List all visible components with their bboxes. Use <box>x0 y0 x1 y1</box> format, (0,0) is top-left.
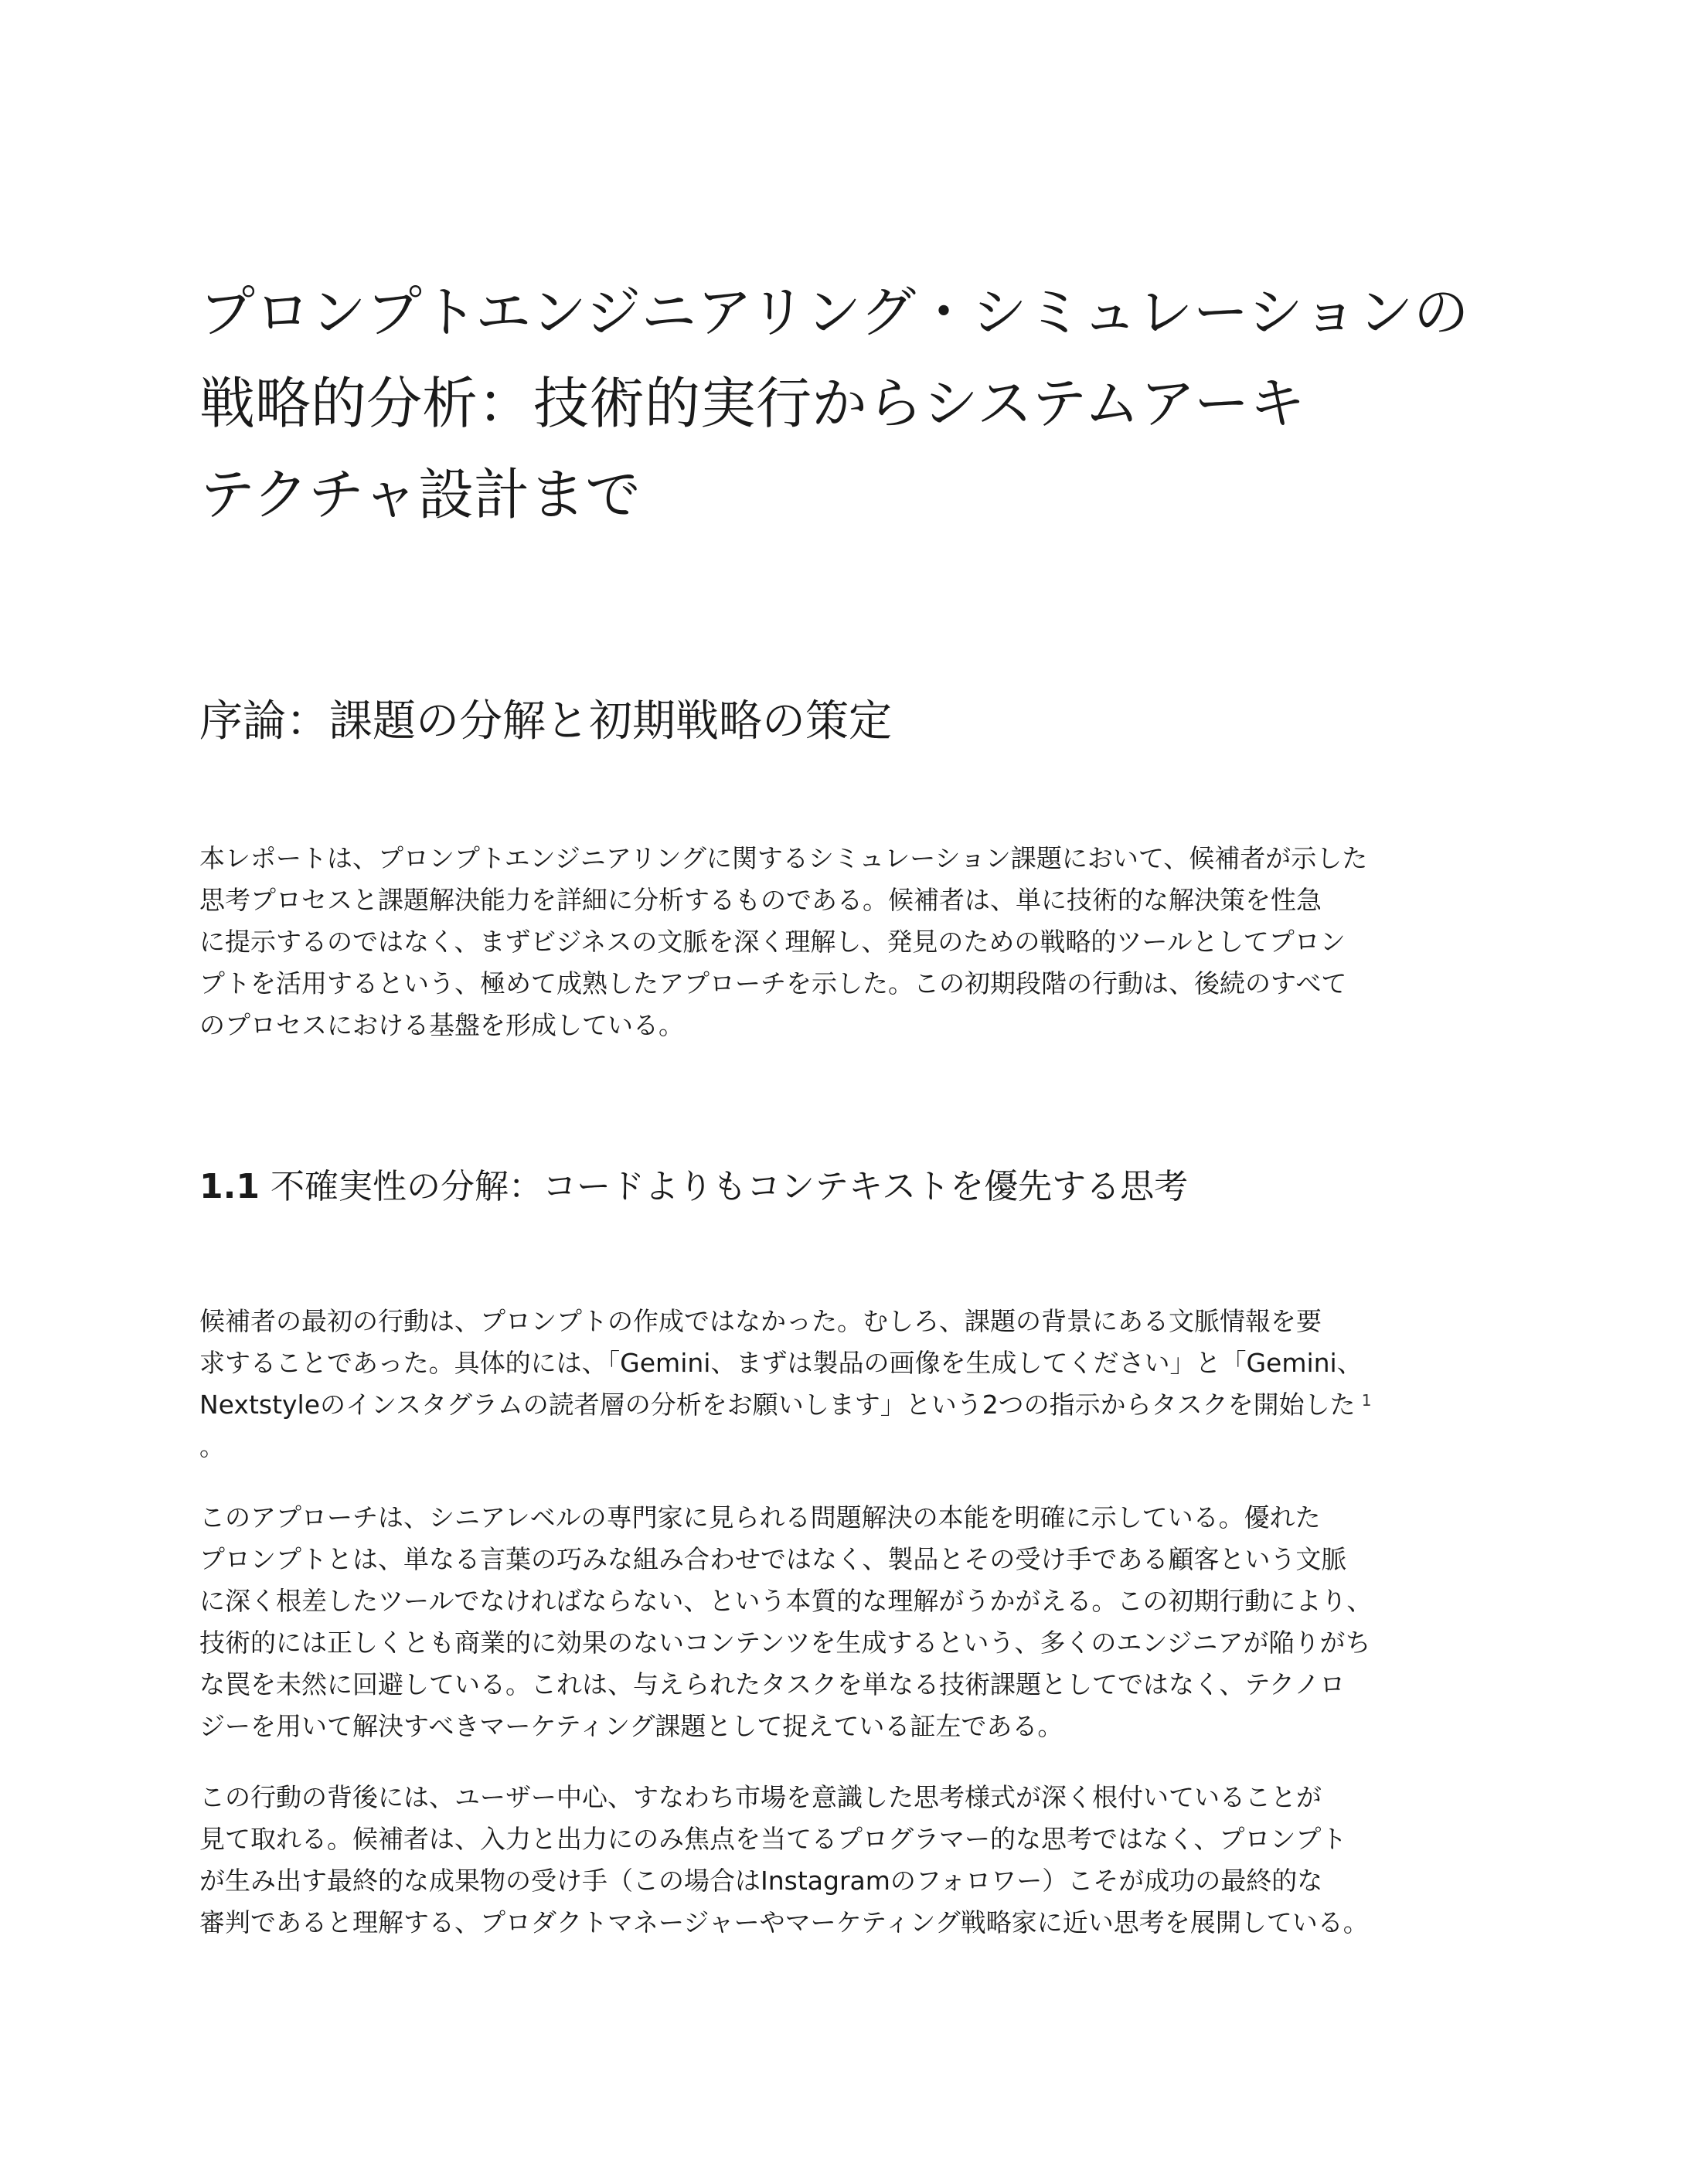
document-title <box>199 267 1475 540</box>
body-paragraph-2 <box>199 1497 1475 1747</box>
subsection-title: 不確実性の分解：コードよりもコンテキストを優先する思考 <box>270 1167 1189 1206</box>
text-line: 見て取れる。候補者は、入力と出力にのみ焦点を当てるプログラマー的な思考ではなく、プロンプト <box>199 1824 1347 1854</box>
text-line: 思考プロセスと課題解決能力を詳細に分析するものである。候補者は、単に技術的な解決策を性急 <box>199 885 1322 915</box>
text-line: 審判であると理解する、プロダクトマネージャーやマーケティング戦略家に近い思考を展開している。 <box>199 1907 1369 1937</box>
text-line: ジーを用いて解決すべきマーケティング課題として捉えている証左である。 <box>199 1711 1064 1741</box>
text-line: 候補者の最初の行動は、プロンプトの作成ではなかった。むしろ、課題の背景にある文脈情報を要 <box>199 1306 1322 1336</box>
body-paragraph-3 <box>199 1777 1475 1944</box>
title-line: 戦略的分析：技術的実行からシステムアーキ <box>199 371 1305 436</box>
text-line: プトを活用するという、極めて成熟したアプローチを示した。この初期段階の行動は、後続のすべて <box>199 968 1347 998</box>
subsection-heading <box>199 1162 1475 1212</box>
text-line: な罠を未然に回避している。これは、与えられたタスクを単なる技術課題としてではなく、テクノロ <box>199 1669 1346 1699</box>
text-line: が生み出す最終的な成果物の受け手（この場合はInstagramのフォロワー）こそが成功の最終的な <box>199 1866 1323 1896</box>
text-line: のプロセスにおける基盤を形成している。 <box>199 1010 684 1040</box>
text-line: 技術的には正しくとも商業的に効果のないコンテンツを生成するという、多くのエンジニアが陥りがち <box>199 1628 1371 1658</box>
title-line: プロンプトエンジニアリング・シミュレーションの <box>199 280 1469 345</box>
text-line: このアプローチは、シニアレベルの専門家に見られる問題解決の本能を明確に示している。優れた <box>199 1502 1321 1533</box>
text-line: 本レポートは、プロンプトエンジニアリングに関するシミュレーション課題において、候補者が示した <box>199 843 1368 873</box>
text-line: に提示するのではなく、まずビジネスの文脈を深く理解し、発見のための戦略的ツールとしてプロン <box>199 927 1346 957</box>
text-line-content: Nextstyleのインスタグラムの読者層の分析をお願いします」という2つの指示からタスクを開始した <box>199 1390 1356 1420</box>
text-line <box>199 1384 1475 1426</box>
body-paragraph-1 <box>199 1301 1475 1468</box>
subsection-number: 1.1 <box>199 1167 260 1206</box>
footnote-reference[interactable]: 1 <box>1361 1391 1372 1410</box>
document-content <box>199 267 1475 1944</box>
text-line: プロンプトとは、単なる言葉の巧みな組み合わせではなく、製品とその受け手である顧客という文脈 <box>199 1544 1347 1574</box>
section-heading: 序論：課題の分解と初期戦略の策定 <box>199 696 892 747</box>
text-line: に深く根差したツールでなければならない、という本質的な理解がうかがえる。この初期行動により、 <box>199 1586 1373 1616</box>
text-line: 。 <box>199 1431 225 1461</box>
title-line: テクチャ設計まで <box>199 462 641 527</box>
text-line: この行動の背後には、ユーザー中心、すなわち市場を意識した思考様式が深く根付いていることが <box>199 1782 1322 1812</box>
intro-paragraph <box>199 838 1475 1046</box>
text-line: 求することであった。具体的には、「Gemini、まずは製品の画像を生成してください」と「Gemini、 <box>199 1348 1363 1378</box>
